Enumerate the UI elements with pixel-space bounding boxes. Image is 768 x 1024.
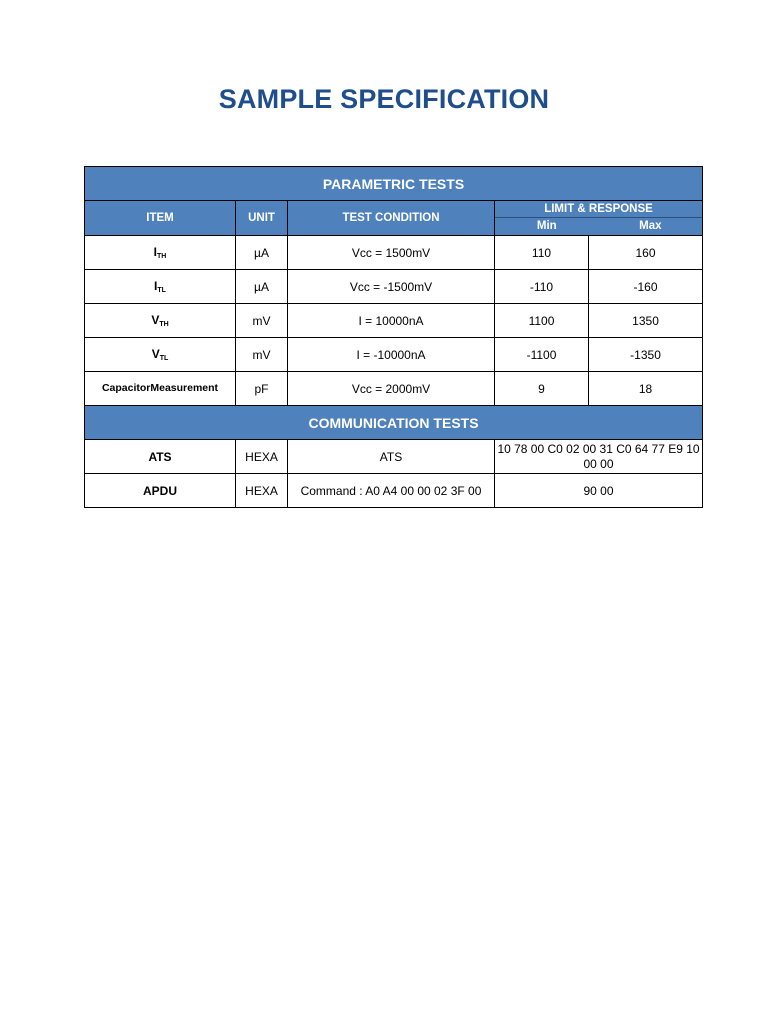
header-condition: TEST CONDITION	[288, 201, 495, 236]
row-item: $V_{TH}$	[85, 304, 236, 338]
header-min: Min	[536, 220, 557, 232]
table-row	[85, 338, 703, 372]
row-unit: µA	[236, 270, 288, 304]
specification-table	[84, 166, 703, 508]
header-max: Max	[639, 220, 662, 232]
row-item: CapacitorMeasurement	[85, 372, 236, 406]
table-row	[85, 236, 703, 270]
row-condition: Vcc = -1500mV	[288, 270, 495, 304]
row-condition: I = 10000nA	[288, 304, 495, 338]
row-min: -1100	[495, 338, 589, 372]
row-response: 90 00	[495, 474, 703, 508]
row-item: ATS	[85, 440, 236, 474]
row-unit: HEXA	[236, 440, 288, 474]
page-title: SAMPLE SPECIFICATION	[218, 84, 550, 114]
table-row	[85, 372, 703, 406]
table-row	[85, 440, 703, 474]
row-max: -1350	[589, 338, 703, 372]
row-max: -160	[589, 270, 703, 304]
row-unit: mV	[236, 304, 288, 338]
row-unit: HEXA	[236, 474, 288, 508]
table-row	[85, 304, 703, 338]
row-item: $V_{TL}$	[85, 338, 236, 372]
communication-section-header	[85, 406, 703, 440]
row-min: 110	[495, 236, 589, 270]
row-condition: Command : A0 A4 00 00 02 3F 00	[288, 474, 495, 508]
header-limit-label: LIMIT & RESPONSE	[495, 201, 702, 218]
row-unit: µA	[236, 236, 288, 270]
column-header-row	[85, 201, 703, 236]
row-condition: I = -10000nA	[288, 338, 495, 372]
parametric-section-title: PARAMETRIC TESTS	[85, 167, 703, 201]
row-condition: ATS	[288, 440, 495, 474]
row-max: 18	[589, 372, 703, 406]
row-unit: mV	[236, 338, 288, 372]
row-max: 1350	[589, 304, 703, 338]
row-min: 1100	[495, 304, 589, 338]
table-row	[85, 474, 703, 508]
row-condition: Vcc = 2000mV	[288, 372, 495, 406]
row-item: $I_{TL}$	[85, 270, 236, 304]
row-response: 10 78 00 C0 02 00 31 C0 64 77 E9 10 00 00	[495, 440, 703, 474]
row-max: 160	[589, 236, 703, 270]
header-item: ITEM	[85, 201, 236, 236]
row-item: APDU	[85, 474, 236, 508]
parametric-section-header	[85, 167, 703, 201]
header-unit: UNIT	[236, 201, 288, 236]
row-min: -110	[495, 270, 589, 304]
header-limit-response	[495, 201, 703, 236]
header-min-max	[495, 218, 702, 235]
row-unit: pF	[236, 372, 288, 406]
row-condition: Vcc = 1500mV	[288, 236, 495, 270]
communication-section-title: COMMUNICATION TESTS	[85, 406, 703, 440]
table-row	[85, 270, 703, 304]
row-item: $I_{TH}$	[85, 236, 236, 270]
row-min: 9	[495, 372, 589, 406]
